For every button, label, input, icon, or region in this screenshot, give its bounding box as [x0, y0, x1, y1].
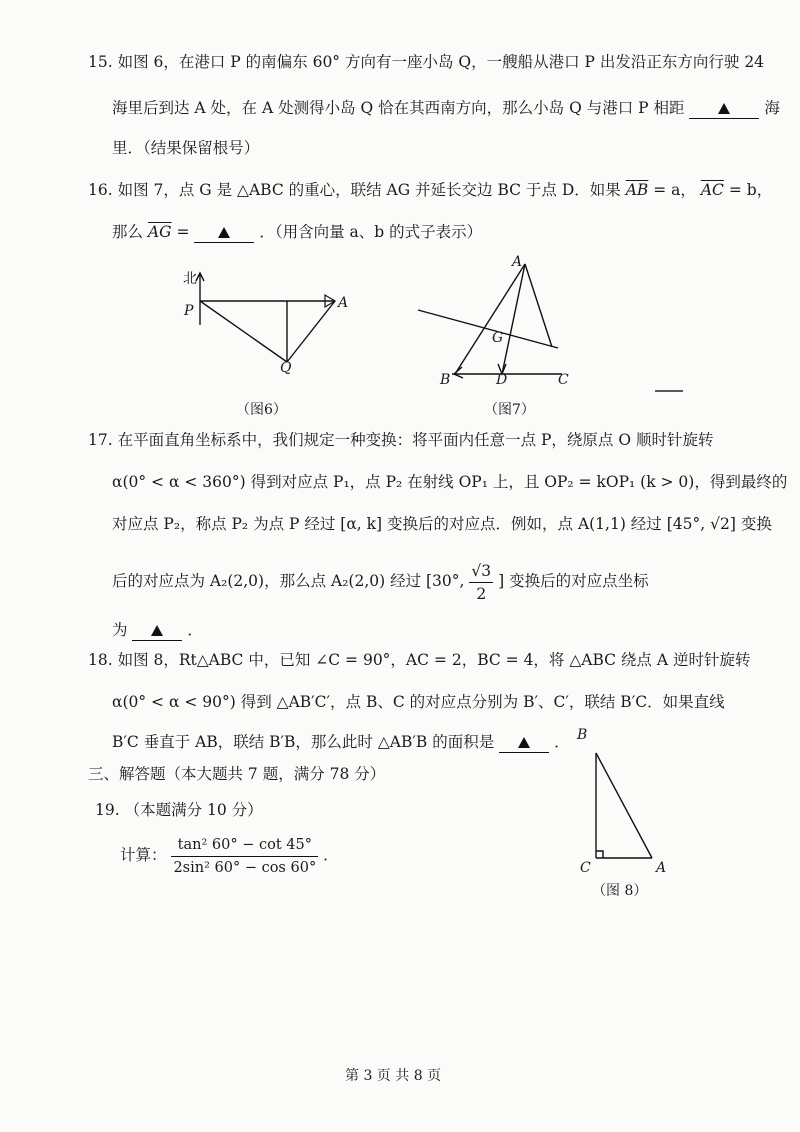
fig7-point-a: A [512, 254, 523, 270]
fig7-caption: （图7） [484, 402, 535, 418]
figure-7 [410, 252, 590, 392]
fig7-point-d: D [496, 372, 508, 388]
q19-tail: ． [323, 846, 339, 864]
fig8-caption: （图 8） [592, 883, 648, 899]
triangle-marker-icon [151, 625, 163, 636]
q19-numerator: tan² 60° − cot 45° [171, 834, 318, 857]
answer-blank-17 [132, 620, 182, 641]
q15-line-3: 里．（结果保留根号） [112, 139, 260, 157]
q16-line-2 [112, 222, 482, 243]
answer-blank-16 [194, 222, 254, 243]
q15-line-2-text: 海里后到达 A 处，在 A 处测得小岛 Q 恰在其西南方向，那么小岛 Q 与港口 P 相距 [112, 99, 685, 117]
q17-line-5 [112, 620, 203, 641]
triangle-marker-icon [718, 103, 730, 114]
q19-heading: 19. （本题满分 10 分） [95, 801, 263, 819]
right-angle-icon [596, 851, 603, 858]
fig8-point-b: B [577, 727, 588, 743]
q15-line-2-end: 海 [764, 99, 780, 117]
segment-aq [287, 301, 335, 362]
q15-line-2 [112, 98, 780, 119]
fig7-point-c: C [558, 372, 569, 388]
page-footer: 第 3 页 共 8 页 [345, 1068, 442, 1084]
fig6-point-q: Q [280, 360, 292, 376]
segment-ab [455, 264, 525, 374]
vector-ab: $\overline{AB}$ [625, 181, 649, 199]
segment-ab [596, 753, 652, 858]
q19-fraction [171, 834, 318, 879]
fig6-caption: （图6） [236, 402, 287, 418]
fig7-point-g: G [492, 330, 504, 346]
q18-line-3-text: B′C 垂直于 AB，联结 B′B，那么此时 △AB′B 的面积是 [112, 733, 495, 751]
figure-6 [170, 265, 360, 380]
segment-pq [200, 301, 287, 362]
segment-ac-part [525, 264, 552, 347]
q17-line-3: 对应点 P₂，称点 P₂ 为点 P 经过 [α, k] 变换后的对应点．例如，点 A(1,1) 经过 [45°, √2] 变换 [112, 515, 772, 533]
q18-line-1: 18. 如图 8，Rt△ABC 中，已知 ∠C = 90°，AC = 2，BC = 4，将 △ABC 绕点 A 逆时针旋转 [88, 651, 751, 669]
q18-line-3 [112, 732, 570, 753]
fig6-point-a: A [338, 295, 349, 311]
fig7-point-b: B [440, 372, 451, 388]
q16-equals: = [176, 223, 190, 241]
q18-line-3-end: ． [554, 733, 570, 751]
answer-blank-18 [499, 732, 549, 753]
fig8-point-a: A [656, 860, 667, 876]
q17-line-5-text: 为 [112, 621, 128, 639]
margin-mark [655, 388, 685, 394]
triangle-marker-icon [218, 227, 230, 238]
fraction-denominator: 2 [476, 584, 487, 603]
vector-ag: $\overline{AG}$ [147, 223, 172, 241]
q19-denominator: 2sin² 60° − cos 60° [173, 859, 317, 876]
q15-line-1: 15. 如图 6，在港口 P 的南偏东 60° 方向有一座小岛 Q，一艘船从港口 P 出发沿正东方向行驶 24 [88, 53, 765, 71]
q19-label: 计算： [120, 846, 167, 864]
segment-ad [502, 264, 525, 374]
answer-blank-15 [689, 98, 759, 119]
vector-ac: $\overline{AC}$ [700, 181, 724, 199]
fig6-point-p: P [184, 303, 194, 319]
q17-line-4-text: 后的对应点为 A₂(2,0)，那么点 A₂(2,0) 经过 [30°, [112, 572, 465, 590]
q16-line-2-text: 那么 [112, 223, 144, 241]
q19-expression [120, 832, 339, 879]
q17-line-4-end: ] 变换后的对应点坐标 [498, 572, 649, 590]
q17-line-2: α(0° < α < 360°) 得到对应点 P₁，点 P₂ 在射线 OP₁ 上，且 OP₂ = kOP₁ (k > 0)，得到最终的 [112, 473, 788, 491]
q16-line-1 [88, 180, 772, 200]
line-through-g [418, 310, 558, 348]
fraction-numerator: √3 [469, 560, 493, 583]
vector-a-eq: = a， [653, 181, 696, 199]
figure-8 [586, 745, 666, 865]
q17-line-1: 17. 在平面直角坐标系中，我们规定一种变换：将平面内任意一点 P，绕原点 O 顺时针旋转 [88, 431, 714, 449]
fig8-point-c: C [580, 860, 591, 876]
section-3-heading: 三、解答题（本大题共 7 题，满分 78 分） [88, 765, 386, 783]
q17-line-4 [112, 558, 649, 605]
triangle-marker-icon [518, 737, 530, 748]
q18-line-2: α(0° < α < 90°) 得到 △AB′C′，点 B、C 的对应点分别为 B′、C′，联结 B′C．如果直线 [112, 693, 725, 711]
fig6-north-label: 北 [183, 271, 197, 287]
fraction-sqrt3-over-2 [469, 560, 493, 605]
q17-line-5-end: ． [187, 621, 203, 639]
q16-line-2-end: ．（用含向量 a、b 的式子表示） [259, 223, 483, 241]
q16-line-1-text: 16. 如图 7，点 G 是 △ABC 的重心，联结 AG 并延长交边 BC 于点 D．如果 [88, 181, 621, 199]
vector-b-eq: = b， [728, 181, 773, 199]
